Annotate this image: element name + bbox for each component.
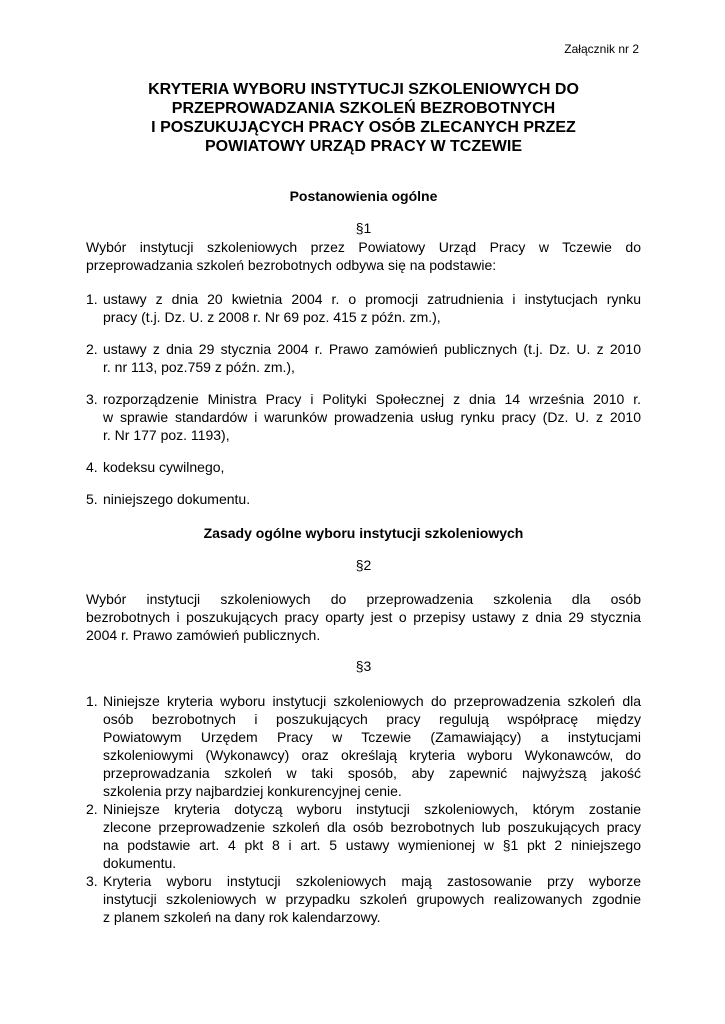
list-number: 2. <box>86 801 98 817</box>
list-number: 2. <box>86 341 98 357</box>
title-line: PRZEPROWADZANIA SZKOLEŃ BEZROBOTNYCH <box>171 100 556 117</box>
text-line: przeprowadzania szkoleń bezrobotnych odbywa się na podstawie: <box>86 257 497 273</box>
list-item <box>86 800 641 872</box>
list-item <box>86 872 641 926</box>
annex-label: Załącznik nr 2 <box>564 42 639 56</box>
document-title <box>86 80 641 156</box>
text-line: 2004 r. Prawo zamówień publicznych. <box>86 627 321 643</box>
list-number: 1. <box>86 291 98 307</box>
list-number: 1. <box>86 693 98 709</box>
section-heading-general-provisions: Postanowienia ogólne <box>289 188 438 204</box>
paragraph-mark-1: §1 <box>355 220 372 236</box>
title-line: KRYTERIA WYBORU INSTYTUCJI SZKOLENIOWYCH DO <box>148 81 579 98</box>
list-item <box>86 458 641 476</box>
title-line: I POSZUKUJĄCYCH PRACY OSÓB ZLECANYCH PRZEZ <box>151 119 576 136</box>
paragraph-mark-3: §3 <box>355 658 372 674</box>
list-number: 3. <box>86 391 98 407</box>
list-line: Niniejsze kryteria dotyczą wyboru instytucji szkoleniowych, którym zostanie <box>103 801 641 817</box>
list-line: zlecone przeprowadzenie szkoleń dla osób bezrobotnych lub poszukujących pracy <box>103 819 641 835</box>
list-line: przeprowadzania szkoleń w taki sposób, aby zapewnić najwyższą jakość <box>103 765 641 781</box>
list-number: 4. <box>86 459 98 475</box>
text-line: bezrobotnych i poszukujących pracy oparty jest o przepisy ustawy z dnia 29 stycznia <box>86 609 641 625</box>
list-item <box>86 290 641 326</box>
list-line: z planem szkoleń na dany rok kalendarzowy. <box>103 909 381 925</box>
list-line: niniejszego dokumentu. <box>103 491 251 507</box>
list-line: na podstawie art. 4 pkt 8 i art. 5 ustawy wymienionej w §1 pkt 2 niniejszego <box>103 837 641 853</box>
list-line: ustawy z dnia 29 stycznia 2004 r. Prawo zamówień publicznych (t.j. Dz. U. z 2010 <box>103 341 641 357</box>
text-line: Wybór instytucji szkoleniowych przez Powiatowy Urząd Pracy w Tczewie do <box>86 239 641 255</box>
list-line: pracy (t.j. Dz. U. z 2008 r. Nr 69 poz. 415 z późn. zm.), <box>103 309 441 325</box>
list-line: Kryteria wyboru instytucji szkoleniowych mają zastosowanie przy wyborze <box>103 873 641 889</box>
list-number: 5. <box>86 491 98 507</box>
list-line: r. Nr 177 poz. 1193), <box>103 427 230 443</box>
list-line: r. nr 113, poz.759 z późn. zm.), <box>103 359 295 375</box>
list-line: rozporządzenie Ministra Pracy i Polityki Społecznej z dnia 14 września 2010 r. <box>103 391 641 407</box>
list-line: ustawy z dnia 20 kwietnia 2004 r. o promocji zatrudnienia i instytucjach rynku <box>103 291 641 307</box>
paragraph-mark-2: §2 <box>355 557 372 573</box>
list-line: osób bezrobotnych i poszukujących pracy regulują współpracę między <box>103 711 641 727</box>
list-item <box>86 340 641 376</box>
list-line: Niniejsze kryteria wyboru instytucji szkoleniowych do przeprowadzenia szkoleń dla <box>103 693 641 709</box>
list-line: Powiatowym Urzędem Pracy w Tczewie (Zamawiający) a instytucjami <box>103 729 641 745</box>
section2-text <box>86 590 641 644</box>
section1-intro <box>86 238 641 274</box>
list-line: w sprawie standardów i warunków prowadzenia usług rynku pracy (Dz. U. z 2010 <box>103 409 641 425</box>
list-line: instytucji szkoleniowych w przypadku szkoleń grupowych realizowanych zgodnie <box>103 891 641 907</box>
list-item <box>86 692 641 800</box>
section-heading-general-rules: Zasady ogólne wyboru instytucji szkoleniowych <box>203 525 524 541</box>
list-item <box>86 390 641 444</box>
text-line: Wybór instytucji szkoleniowych do przeprowadzenia szkolenia dla osób <box>86 591 641 607</box>
list-line: dokumentu. <box>103 855 177 871</box>
list-line: szkolenia przy najbardziej konkurencyjnej cenie. <box>103 783 402 799</box>
list-line: szkoleniowymi (Wykonawcy) oraz określają kryteria wyboru Wykonawców, do <box>103 747 641 763</box>
list-line: kodeksu cywilnego, <box>103 459 225 475</box>
title-line: POWIATOWY URZĄD PRACY W TCZEWIE <box>204 138 523 155</box>
list-item <box>86 490 641 508</box>
list-number: 3. <box>86 873 98 889</box>
